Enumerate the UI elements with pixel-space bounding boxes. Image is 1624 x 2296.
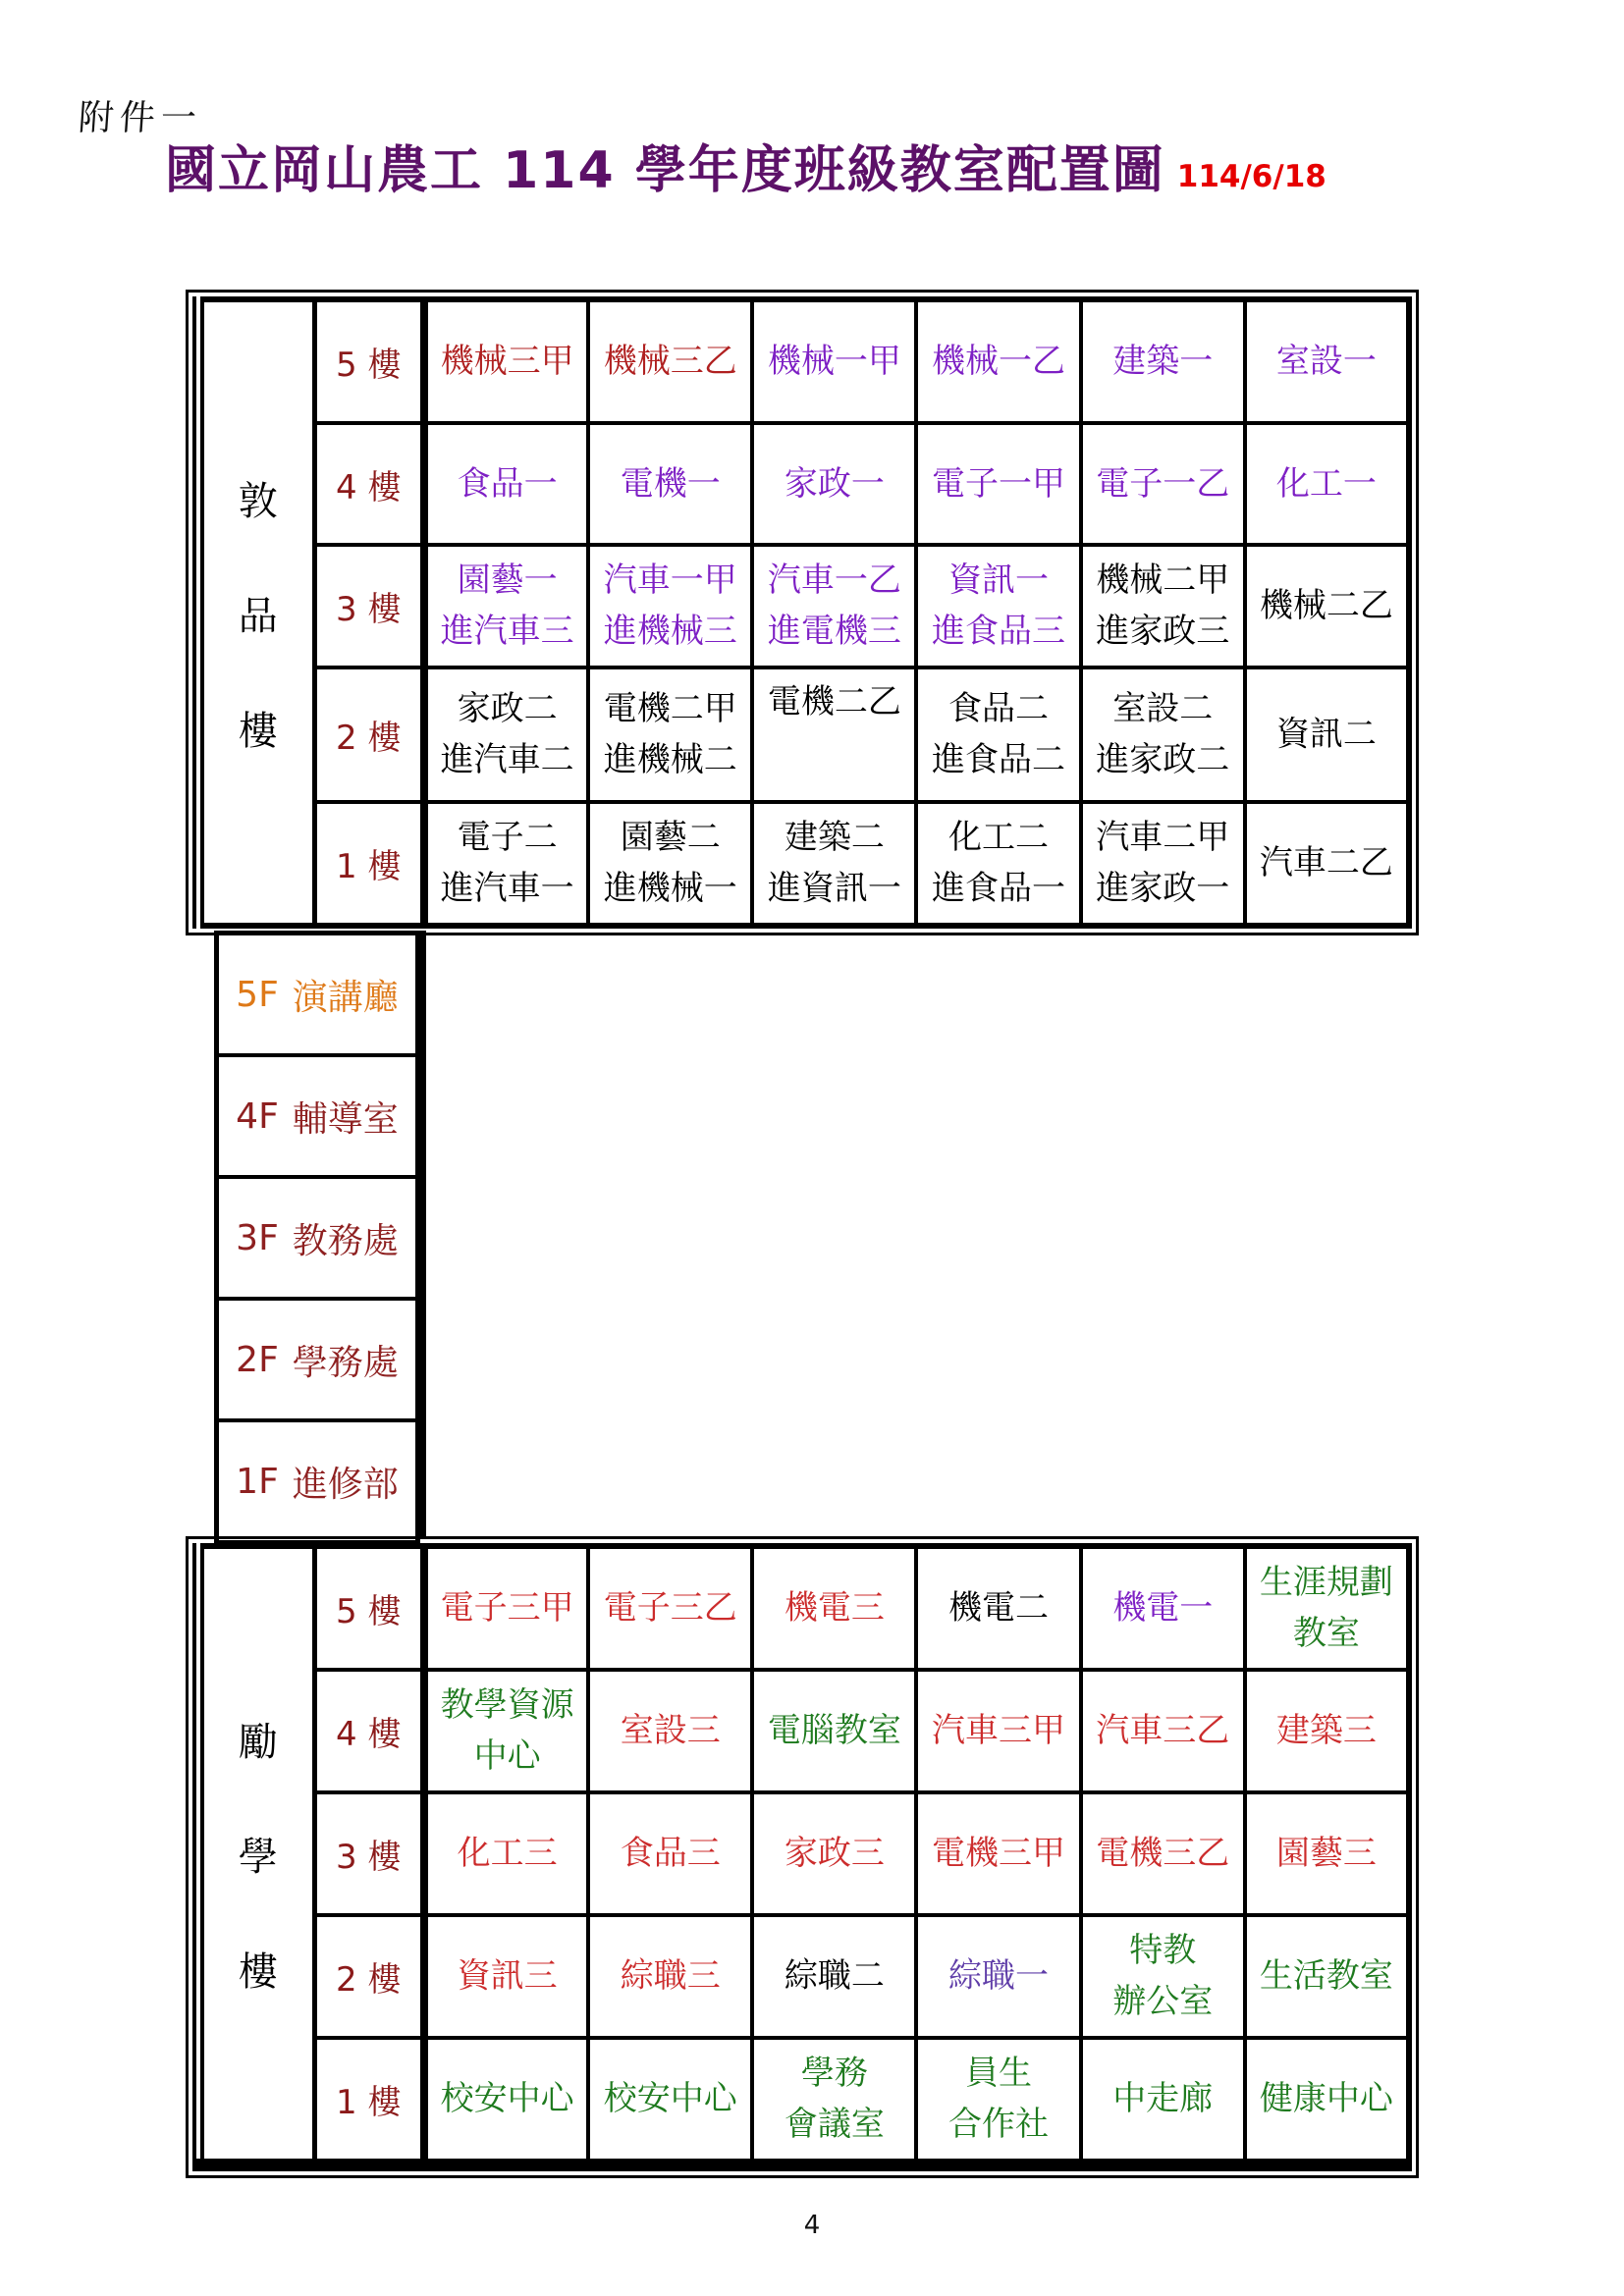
classroom-cell: [424, 423, 588, 546]
classroom-cell: [752, 545, 916, 667]
classroom-cell-content: [918, 426, 1078, 542]
classroom-label: 教學資源: [440, 1684, 574, 1725]
classroom-cell: [1245, 802, 1409, 926]
classroom-cell: [588, 299, 752, 423]
tower-floor-name: 學務處: [292, 1342, 399, 1383]
classroom-label: 室設一: [1275, 341, 1377, 381]
classroom-label: 汽車二甲: [1096, 817, 1230, 857]
classroom-cell-content: [1083, 303, 1243, 419]
classroom-cell-content: [590, 303, 750, 419]
classroom-label: 資訊一: [948, 561, 1050, 601]
building-table-lixue: [192, 1543, 1412, 2171]
classroom-cell: [752, 667, 916, 802]
classroom-label: 電機二甲: [603, 688, 737, 728]
classroom-label: 員生: [965, 2053, 1033, 2093]
classroom-cell-content: [1083, 2041, 1243, 2157]
floor-row: [198, 1792, 1409, 1915]
classroom-cell: [916, 1546, 1080, 1670]
page-number: 4: [803, 2211, 821, 2240]
classroom-label: 進機械二: [603, 740, 737, 780]
page-title: 國立岡山農工 114 學年度班級教室配置圖: [165, 141, 1165, 200]
classroom-cell-content: [918, 677, 1078, 793]
floor-label: 4 樓: [336, 467, 402, 507]
classroom-cell-content: [1083, 1795, 1243, 1911]
classroom-cell-content: [590, 1673, 750, 1789]
classroom-cell: [424, 1546, 588, 1670]
floor-label: 3 樓: [336, 1837, 402, 1877]
floor-label-cell: [314, 667, 424, 802]
floor-row: [198, 1915, 1409, 2038]
classroom-label: 進家政一: [1096, 869, 1230, 909]
classroom-cell: [1081, 423, 1245, 546]
tower-floor: [219, 1057, 415, 1179]
floor-row: [198, 1670, 1409, 1792]
building-name-cell: [198, 299, 314, 926]
building-name-char: 敦: [238, 478, 278, 524]
classroom-cell-content: [1247, 1550, 1406, 1666]
classroom-cell-content: [754, 1795, 914, 1911]
building-table-body: [198, 299, 1409, 926]
floor-label: 5 樓: [336, 1591, 402, 1631]
tower-floor-label: 3F: [236, 1217, 279, 1258]
floor-label: 1 樓: [336, 847, 402, 887]
building-name-char: 勵: [238, 1720, 278, 1765]
classroom-label: 校安中心: [440, 2078, 574, 2118]
classroom-cell: [1245, 2038, 1409, 2165]
tower-floor-label: 4F: [236, 1095, 279, 1137]
building-name: [204, 302, 312, 923]
classroom-label: 電子三乙: [603, 1587, 737, 1628]
building-name-char: 樓: [238, 708, 278, 754]
classroom-cell: [752, 802, 916, 926]
classroom-cell-content: [918, 806, 1078, 922]
classroom-label: 家政二: [457, 688, 558, 728]
classroom-label: 資訊三: [457, 1955, 558, 1996]
classroom-cell-content: [428, 2041, 586, 2157]
classroom-cell: [424, 1915, 588, 2038]
classroom-label: 綜職二: [784, 1955, 885, 1996]
tower-floor: [219, 1179, 415, 1301]
classroom-cell-content: [1247, 677, 1406, 793]
classroom-cell-content: [754, 303, 914, 419]
classroom-cell: [1081, 802, 1245, 926]
classroom-label: 進食品三: [932, 612, 1066, 652]
classroom-cell-content: [754, 549, 914, 665]
classroom-cell-content: [1247, 1673, 1406, 1789]
classroom-cell-content: [754, 1550, 914, 1666]
floor-row: [198, 1546, 1409, 1670]
classroom-cell: [1081, 667, 1245, 802]
classroom-cell: [916, 1670, 1080, 1792]
classroom-cell-content: [428, 806, 586, 922]
classroom-cell-content: [918, 1795, 1078, 1911]
floor-label: 2 樓: [336, 719, 402, 759]
tower-floor-name: 輔導室: [292, 1098, 399, 1140]
tower-floor-name: 教務處: [292, 1220, 399, 1261]
classroom-cell: [424, 1670, 588, 1792]
tower-floor: [219, 935, 415, 1057]
attachment-label: 附件一: [77, 98, 204, 138]
tower-floor-name: 演講廳: [292, 977, 399, 1018]
classroom-cell-content: [590, 426, 750, 542]
floor-label: 4 樓: [336, 1714, 402, 1754]
classroom-cell: [752, 1915, 916, 2038]
classroom-label: 電機三甲: [932, 1833, 1066, 1873]
classroom-label: 進汽車三: [440, 612, 574, 652]
classroom-cell-content: [754, 426, 914, 542]
classroom-cell: [588, 1915, 752, 2038]
classroom-label: 進家政三: [1096, 612, 1230, 652]
classroom-cell: [588, 1546, 752, 1670]
classroom-label: 食品一: [457, 463, 558, 504]
classroom-cell: [916, 2038, 1080, 2165]
tower-floor-label: 2F: [236, 1339, 279, 1380]
classroom-label: 綜職三: [620, 1955, 721, 1996]
classroom-cell-content: [1083, 1918, 1243, 2034]
floor-label-cell: [314, 2038, 424, 2165]
classroom-label: 中心: [473, 1736, 541, 1777]
classroom-label: 進家政二: [1096, 740, 1230, 780]
classroom-label: 機械二乙: [1259, 586, 1393, 626]
classroom-cell-content: [754, 1918, 914, 2034]
tower-floor-name: 進修部: [292, 1464, 399, 1505]
classroom-cell: [1081, 1792, 1245, 1915]
classroom-label: 特教: [1129, 1930, 1197, 1970]
classroom-label: 機電二: [948, 1587, 1050, 1628]
classroom-label: 室設二: [1112, 688, 1214, 728]
classroom-label: 會議室: [784, 2105, 885, 2145]
classroom-label: 汽車一乙: [767, 561, 901, 601]
classroom-cell: [1245, 545, 1409, 667]
tower-floor: [219, 1301, 415, 1422]
floor-row: [198, 299, 1409, 423]
classroom-label: 食品二: [948, 688, 1050, 728]
tower-floor: [219, 1422, 415, 1540]
classroom-label: 家政三: [784, 1833, 885, 1873]
classroom-cell-content: [590, 1795, 750, 1911]
floor-label-cell: [314, 545, 424, 667]
building-name-char: 學: [238, 1835, 278, 1880]
classroom-cell-content: [1083, 677, 1243, 793]
classroom-cell-content: [1083, 1550, 1243, 1666]
classroom-cell: [588, 667, 752, 802]
classroom-cell-content: [754, 1673, 914, 1789]
classroom-label: 電腦教室: [767, 1710, 901, 1750]
classroom-label: 進汽車二: [440, 740, 574, 780]
classroom-label: 健康中心: [1259, 2078, 1393, 2118]
floor-label: 3 樓: [336, 590, 402, 630]
classroom-label: 建築一: [1112, 341, 1214, 381]
building-table-body: [198, 1546, 1409, 2165]
classroom-label: 進食品二: [932, 740, 1066, 780]
classroom-cell-content: [590, 549, 750, 665]
building-table-dunpin: [192, 296, 1412, 929]
classroom-label: 機械三乙: [603, 341, 737, 381]
classroom-cell: [752, 423, 916, 546]
classroom-cell-content: [918, 1673, 1078, 1789]
classroom-cell-content: [590, 1550, 750, 1666]
classroom-label: 電機二乙: [767, 681, 901, 721]
classroom-label: 中走廊: [1112, 2078, 1214, 2118]
classroom-cell-content: [754, 806, 914, 922]
classroom-cell: [1245, 299, 1409, 423]
classroom-cell: [424, 1792, 588, 1915]
classroom-label: 化工二: [948, 817, 1050, 857]
classroom-cell-content: [1083, 549, 1243, 665]
classroom-cell-content: [428, 1673, 586, 1789]
classroom-label: 建築二: [784, 817, 885, 857]
floor-label-cell: [314, 299, 424, 423]
classroom-cell: [424, 667, 588, 802]
classroom-cell-content: [754, 2041, 914, 2157]
classroom-cell: [1081, 1546, 1245, 1670]
floor-row: [198, 545, 1409, 667]
classroom-label: 電子一乙: [1096, 463, 1230, 504]
floor-label-cell: [314, 423, 424, 546]
classroom-cell: [916, 1915, 1080, 2038]
classroom-cell-content: [1247, 303, 1406, 419]
classroom-label: 進電機三: [767, 612, 901, 652]
classroom-label: 機電一: [1112, 1587, 1214, 1628]
classroom-cell: [916, 802, 1080, 926]
classroom-label: 機械一乙: [932, 341, 1066, 381]
classroom-label: 生涯規劃: [1259, 1562, 1393, 1602]
classroom-cell: [916, 299, 1080, 423]
classroom-cell: [1081, 1670, 1245, 1792]
corridor-line: [419, 931, 426, 1537]
classroom-cell-content: [1247, 426, 1406, 542]
classroom-label: 電機三乙: [1096, 1833, 1230, 1873]
classroom-cell: [424, 299, 588, 423]
classroom-cell: [1245, 423, 1409, 546]
floor-row: [198, 423, 1409, 546]
classroom-label: 學務: [800, 2053, 868, 2093]
classroom-cell: [588, 802, 752, 926]
classroom-label: 園藝一: [457, 561, 558, 601]
floor-row: [198, 667, 1409, 802]
classroom-cell: [1245, 1792, 1409, 1915]
classroom-cell-content: [1083, 1673, 1243, 1789]
classroom-label: 教室: [1292, 1614, 1360, 1654]
building-name-char: 樓: [238, 1949, 278, 1995]
classroom-cell-content: [918, 1550, 1078, 1666]
classroom-label: 綜職一: [948, 1955, 1050, 1996]
classroom-cell: [1081, 299, 1245, 423]
classroom-cell-content: [918, 549, 1078, 665]
classroom-cell: [916, 423, 1080, 546]
classroom-label: 進機械三: [603, 612, 737, 652]
classroom-cell-content: [590, 2041, 750, 2157]
title-bar: [165, 143, 1326, 199]
classroom-label: 家政一: [784, 463, 885, 504]
classroom-label: 資訊二: [1275, 715, 1377, 755]
classroom-label: 化工一: [1275, 463, 1377, 504]
classroom-cell-content: [1247, 549, 1406, 665]
classroom-cell: [1081, 2038, 1245, 2165]
classroom-cell: [1245, 1915, 1409, 2038]
classroom-label: 汽車三乙: [1096, 1710, 1230, 1750]
classroom-cell-content: [428, 426, 586, 542]
classroom-label: 室設三: [620, 1710, 721, 1750]
classroom-label: 汽車二乙: [1259, 843, 1393, 883]
classroom-cell: [752, 299, 916, 423]
classroom-cell-content: [428, 1918, 586, 2034]
building-name: [204, 1549, 312, 2159]
classroom-label: 辦公室: [1112, 1982, 1214, 2022]
classroom-label: 機電三: [784, 1587, 885, 1628]
classroom-cell: [1245, 667, 1409, 802]
classroom-label: 機械一甲: [767, 341, 901, 381]
classroom-cell-content: [590, 1918, 750, 2034]
floor-label: 2 樓: [336, 1959, 402, 2000]
classroom-cell: [588, 1670, 752, 1792]
classroom-cell-content: [918, 2041, 1078, 2157]
classroom-cell: [916, 667, 1080, 802]
classroom-cell-content: [428, 1550, 586, 1666]
classroom-label: 電子三甲: [440, 1587, 574, 1628]
classroom-cell: [588, 1792, 752, 1915]
building-name-cell: [198, 1546, 314, 2165]
classroom-cell-content: [1247, 806, 1406, 922]
classroom-label: 進汽車一: [440, 869, 574, 909]
classroom-label: 進資訊一: [767, 869, 901, 909]
classroom-cell-content: [428, 303, 586, 419]
classroom-label: 建築三: [1275, 1710, 1377, 1750]
classroom-cell: [424, 2038, 588, 2165]
floor-label: 5 樓: [336, 345, 402, 385]
classroom-label: 園藝三: [1275, 1833, 1377, 1873]
classroom-label: 生活教室: [1259, 1955, 1393, 1996]
classroom-label: 電機一: [620, 463, 721, 504]
classroom-label: 電子一甲: [932, 463, 1066, 504]
classroom-cell: [752, 2038, 916, 2165]
classroom-cell-content: [1247, 1795, 1406, 1911]
classroom-label: 進食品一: [932, 869, 1066, 909]
floor-row: [198, 2038, 1409, 2165]
classroom-label: 園藝二: [620, 817, 721, 857]
classroom-label: 電子二: [457, 817, 558, 857]
floor-label-cell: [314, 802, 424, 926]
classroom-cell-content: [1247, 1918, 1406, 2034]
classroom-cell: [588, 423, 752, 546]
classroom-cell: [916, 1792, 1080, 1915]
classroom-label: 汽車一甲: [603, 561, 737, 601]
classroom-cell: [588, 2038, 752, 2165]
floor-label: 1 樓: [336, 2082, 402, 2122]
classroom-cell: [752, 1670, 916, 1792]
tower-floor-label: 5F: [236, 974, 279, 1015]
classroom-cell-content: [918, 1918, 1078, 2034]
floor-label-cell: [314, 1546, 424, 1670]
classroom-cell-content: [590, 806, 750, 922]
floor-label-cell: [314, 1670, 424, 1792]
building-name-char: 品: [238, 593, 278, 639]
classroom-cell: [1245, 1546, 1409, 1670]
classroom-cell-content: [754, 671, 914, 799]
classroom-label: 進機械一: [603, 869, 737, 909]
title-date: 114/6/18: [1176, 159, 1326, 195]
classroom-cell-content: [428, 549, 586, 665]
classroom-cell: [916, 545, 1080, 667]
floor-row: [198, 802, 1409, 926]
classroom-cell: [1081, 1915, 1245, 2038]
classroom-cell: [424, 802, 588, 926]
classroom-cell: [424, 545, 588, 667]
classroom-cell-content: [1247, 2041, 1406, 2157]
floor-label-cell: [314, 1792, 424, 1915]
floor-label-cell: [314, 1915, 424, 2038]
classroom-cell: [588, 545, 752, 667]
classroom-label: 化工三: [457, 1833, 558, 1873]
classroom-cell-content: [918, 303, 1078, 419]
classroom-label: 合作社: [948, 2105, 1050, 2145]
classroom-label: 校安中心: [603, 2078, 737, 2118]
classroom-cell-content: [428, 1795, 586, 1911]
classroom-cell: [1081, 545, 1245, 667]
classroom-label: 汽車三甲: [932, 1710, 1066, 1750]
classroom-label: 食品三: [620, 1833, 721, 1873]
classroom-cell-content: [1083, 806, 1243, 922]
classroom-cell: [752, 1546, 916, 1670]
classroom-cell-content: [590, 677, 750, 793]
classroom-label: 機械三甲: [440, 341, 574, 381]
classroom-label: 機械二甲: [1096, 561, 1230, 601]
classroom-cell-content: [428, 677, 586, 793]
classroom-cell: [1245, 1670, 1409, 1792]
classroom-cell-content: [1083, 426, 1243, 542]
classroom-cell: [752, 1792, 916, 1915]
admin-tower: [214, 931, 420, 1545]
tower-floor-label: 1F: [236, 1461, 279, 1502]
